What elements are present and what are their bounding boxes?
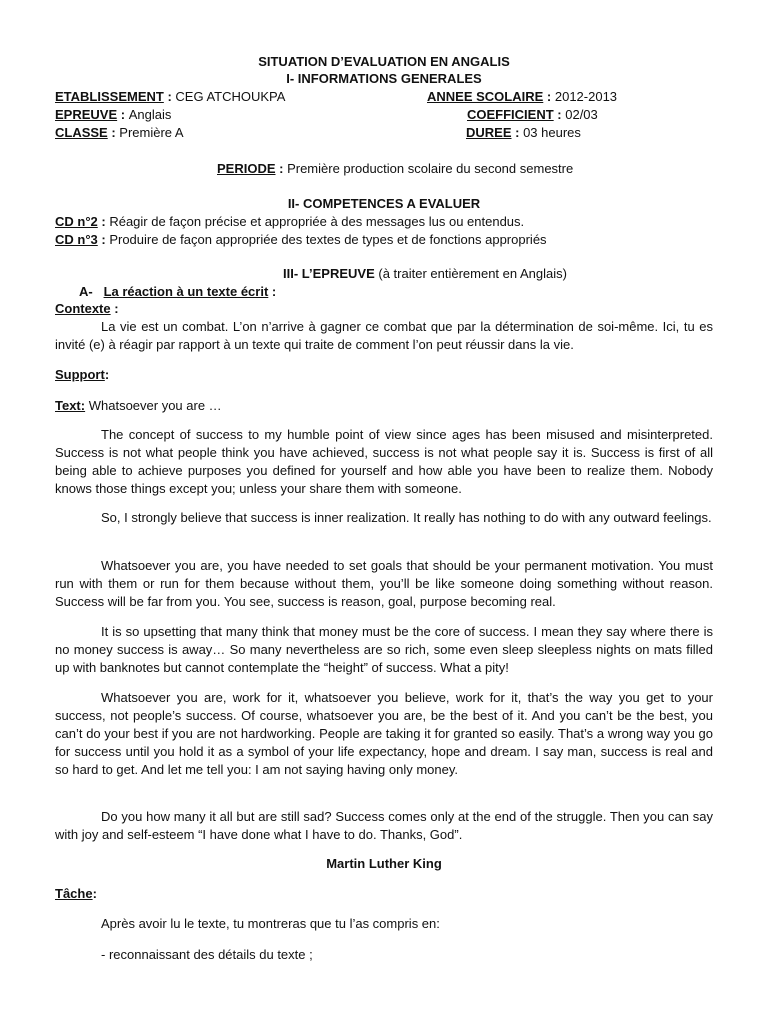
- annee-label: ANNEE SCOLAIRE: [427, 89, 544, 104]
- epreuve-row: EPREUVE : Anglais: [55, 107, 172, 122]
- tache-heading: Tâche:: [55, 886, 97, 901]
- passage-paragraph-2: So, I strongly believe that success is inner realization. It really has nothing to do with any outward feelings.: [101, 510, 712, 525]
- periode-row: PERIODE : Première production scolaire du second semestre: [217, 161, 574, 176]
- section-heading-informations: I- INFORMATIONS GENERALES: [286, 71, 482, 86]
- section-heading-competences: II- COMPETENCES A EVALUER: [287, 196, 481, 211]
- cd2-text: Réagir de façon précise et appropriée à des messages lus ou entendus.: [109, 214, 525, 229]
- epreuve-value: Anglais: [128, 107, 172, 122]
- passage-paragraph-6: Do you how many it all but are still sad? Success comes only at the end of the struggle. Then you can say with joy and self-esteem “I have done what I have to do. Thanks, God”.: [55, 809, 713, 842]
- coefficient-row: COEFFICIENT : 02/03: [467, 107, 598, 122]
- cd3-text: Produire de façon appropriée des textes de types et de fonctions appropriés: [109, 232, 547, 247]
- passage-paragraph-5: Whatsoever you are, work for it, whatsoever you believe, work for it, that’s the way you get to your success, not people’s success. Of course, whatsoever you are, be the best of it. And you can’t be the best, you can’t do your best if you are not hardworking. People are taking it for granted so easily. That’s a wrong way you go for success until you hold it as a symbol of your life expectancy, hope and dream. I say man, success is real and so hard to get. And let me tell you: I am not saying having only money.: [55, 690, 713, 777]
- part-a-heading: A- La réaction à un texte écrit :: [79, 284, 277, 299]
- part-a-title: La réaction à un texte écrit: [103, 284, 269, 299]
- duree-row: DUREE : 03 heures: [466, 125, 581, 140]
- section-heading-epreuve: III- L’EPREUVE (à traiter entièrement en Anglais): [283, 266, 567, 281]
- cd2-label: CD n°2: [55, 214, 98, 229]
- document-title: SITUATION D’EVALUATION EN ANGALIS: [258, 54, 510, 69]
- etablissement-row: ETABLISSEMENT : CEG ATCHOUKPA: [55, 89, 286, 104]
- cd3-row: CD n°3 : Produire de façon appropriée des textes de types et de fonctions appropriés: [55, 232, 547, 247]
- passage-paragraph-1: The concept of success to my humble point of view since ages has been misused and misinterpreted. Success is not what people think you have achieved, success is not what people say it is. Success is first of all being able to achieve purposes you defined for yourself and how able you have been to realize them. Nobody knows those things except you; unless your share them with someone.: [55, 427, 713, 496]
- contexte-paragraph: La vie est un combat. L’on n’arrive à gagner ce combat que par la détermination de soi-même. Ici, tu es invité (e) à réagir par rapport à un texte qui traite de comment l’on peut réussir dans la vie.: [55, 319, 713, 352]
- text-label: Text:: [55, 398, 86, 413]
- annee-value: 2012-2013: [554, 89, 618, 104]
- annee-row: ANNEE SCOLAIRE : 2012-2013: [427, 89, 618, 104]
- tache-intro: Après avoir lu le texte, tu montreras que tu l’as compris en:: [101, 916, 440, 931]
- coefficient-label: COEFFICIENT: [467, 107, 554, 122]
- classe-row: CLASSE : Première A: [55, 125, 184, 140]
- text-heading: [55, 397, 222, 414]
- etablissement-value: CEG ATCHOUKPA: [175, 89, 286, 104]
- epreuve-label: EPREUVE: [55, 107, 118, 122]
- duree-value: 03 heures: [523, 125, 581, 140]
- cd3-label: CD n°3: [55, 232, 98, 247]
- periode-value: Première production scolaire du second semestre: [287, 161, 574, 176]
- cd2-row: CD n°2 : Réagir de façon précise et appropriée à des messages lus ou entendus.: [55, 214, 525, 229]
- periode-label: PERIODE: [217, 161, 276, 176]
- part-a-label: A-: [79, 284, 93, 299]
- author-name: Martin Luther King: [326, 856, 442, 871]
- tache-item-1: - reconnaissant des détails du texte ;: [101, 947, 313, 962]
- duree-label: DUREE: [466, 125, 512, 140]
- passage-paragraph-3: Whatsoever you are, you have needed to set goals that should be your permanent motivation. You must run with them or run for them because without them, you’ll be like someone doing something without reason. Success will be far from you. You see, success is reason, goal, purpose becoming real.: [55, 558, 713, 609]
- passage-paragraph-4: It is so upsetting that many think that money must be the core of success. I mean they say where there is no money success is away… So many nevertheless are so rich, some even sleep sleepless nights on mats filled up with banknotes but cannot contemplate the “height” of success. What a pity!: [55, 624, 713, 675]
- coefficient-value: 02/03: [565, 107, 598, 122]
- etablissement-label: ETABLISSEMENT: [55, 89, 164, 104]
- classe-label: CLASSE: [55, 125, 108, 140]
- support-heading: Support:: [55, 367, 110, 382]
- text-title: Whatsoever you are …: [88, 398, 222, 413]
- epreuve-note: (à traiter entièrement en Anglais): [378, 266, 567, 281]
- classe-value: Première A: [119, 125, 184, 140]
- contexte-heading: Contexte :: [55, 301, 119, 316]
